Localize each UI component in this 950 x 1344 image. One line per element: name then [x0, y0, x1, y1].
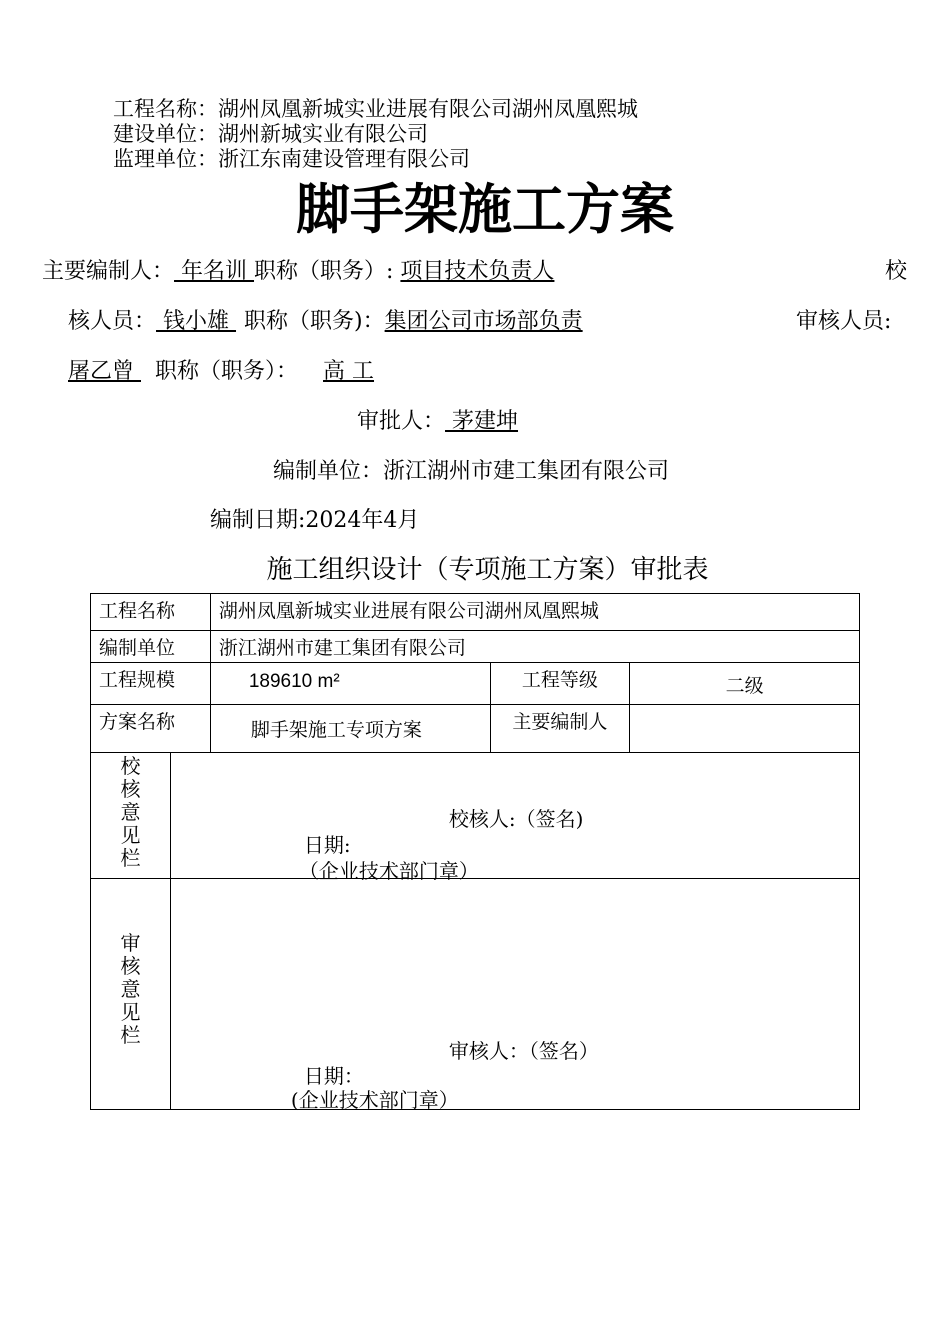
- review-section-label: 审 核 意 见 栏: [91, 879, 171, 1110]
- approval-table: [90, 593, 860, 1110]
- document-title: 脚手架施工方案: [296, 178, 674, 241]
- reviewer-label: 审核人员:: [796, 309, 892, 334]
- main-editor-label: 主要编制人: [490, 705, 630, 753]
- reviewer-line: [68, 358, 374, 386]
- main-editor-value: [630, 705, 860, 753]
- approver-label: 审批人：: [357, 409, 446, 434]
- builder-line: 建设单位：湖州新城实业有限公司: [113, 122, 428, 146]
- table-row: [91, 753, 860, 879]
- check-stamp: （企业技术部门章）: [298, 859, 479, 883]
- editor-title: 项目技术负责人: [400, 259, 555, 284]
- plan-label: 方案名称: [91, 705, 211, 753]
- editor-label: 主要编制人：: [42, 259, 175, 284]
- check-section-label: 校 核 意 见 栏: [91, 753, 171, 879]
- check-signer: 校核人:（签名): [448, 807, 584, 831]
- unit-line: 编制单位：浙江湖州市建工集团有限公司: [273, 459, 670, 484]
- editor-line: [42, 258, 554, 286]
- review-date: 日期：: [303, 1064, 364, 1088]
- scale-label: 工程规模: [91, 663, 211, 705]
- reviewer-title: 高 工: [323, 359, 375, 384]
- check-date: 日期:: [303, 833, 351, 857]
- checker-line: [68, 308, 583, 336]
- reviewer-name: 屠乙曾: [68, 359, 141, 384]
- check-opinion-area[interactable]: [170, 753, 859, 883]
- grade-value: 二级: [630, 663, 860, 705]
- editor-name: 年名训: [174, 259, 255, 284]
- table-row: [91, 705, 860, 753]
- checker-name: 钱小雄: [156, 309, 237, 334]
- form-title: 施工组织设计（专项施工方案）审批表: [266, 555, 709, 585]
- unit-label: 编制单位: [91, 631, 211, 663]
- approver-name: 茅建坤: [445, 409, 519, 434]
- checker-title-label: 职称（职务)：: [244, 309, 385, 334]
- review-signer: 审核人：（签名）: [448, 1039, 599, 1063]
- checker-title: 集团公司市场部负责: [384, 309, 583, 334]
- reviewer-title-label: 职称（职务）：: [155, 359, 299, 384]
- editor-title-label: 职称（职务）:: [254, 259, 401, 284]
- grade-label: 工程等级: [490, 663, 630, 705]
- table-row: [91, 631, 860, 663]
- review-opinion-area[interactable]: [170, 879, 859, 1110]
- table-row: [91, 594, 860, 631]
- table-row: [91, 663, 860, 705]
- project-name-line: 工程名称：湖州凤凰新城实业进展有限公司湖州凤凰熙城: [113, 97, 638, 121]
- scale-value: 189610 m²: [210, 663, 490, 705]
- project-name-value: 湖州凤凰新城实业进展有限公司湖州凤凰熙城: [210, 594, 859, 631]
- checker-label-a: 校: [885, 259, 908, 284]
- project-name-label: 工程名称: [91, 594, 211, 631]
- unit-value: 浙江湖州市建工集团有限公司: [210, 631, 859, 663]
- review-stamp: (企业技术部门章）: [290, 1088, 459, 1112]
- supervisor-line: 监理单位：浙江东南建设管理有限公司: [113, 147, 470, 171]
- date-line: 编制日期:2024年4月: [210, 508, 420, 533]
- plan-value: 脚手架施工专项方案: [210, 705, 490, 753]
- table-row: [91, 879, 860, 1110]
- checker-label: 核人员：: [68, 309, 157, 334]
- approver-line: [357, 408, 518, 436]
